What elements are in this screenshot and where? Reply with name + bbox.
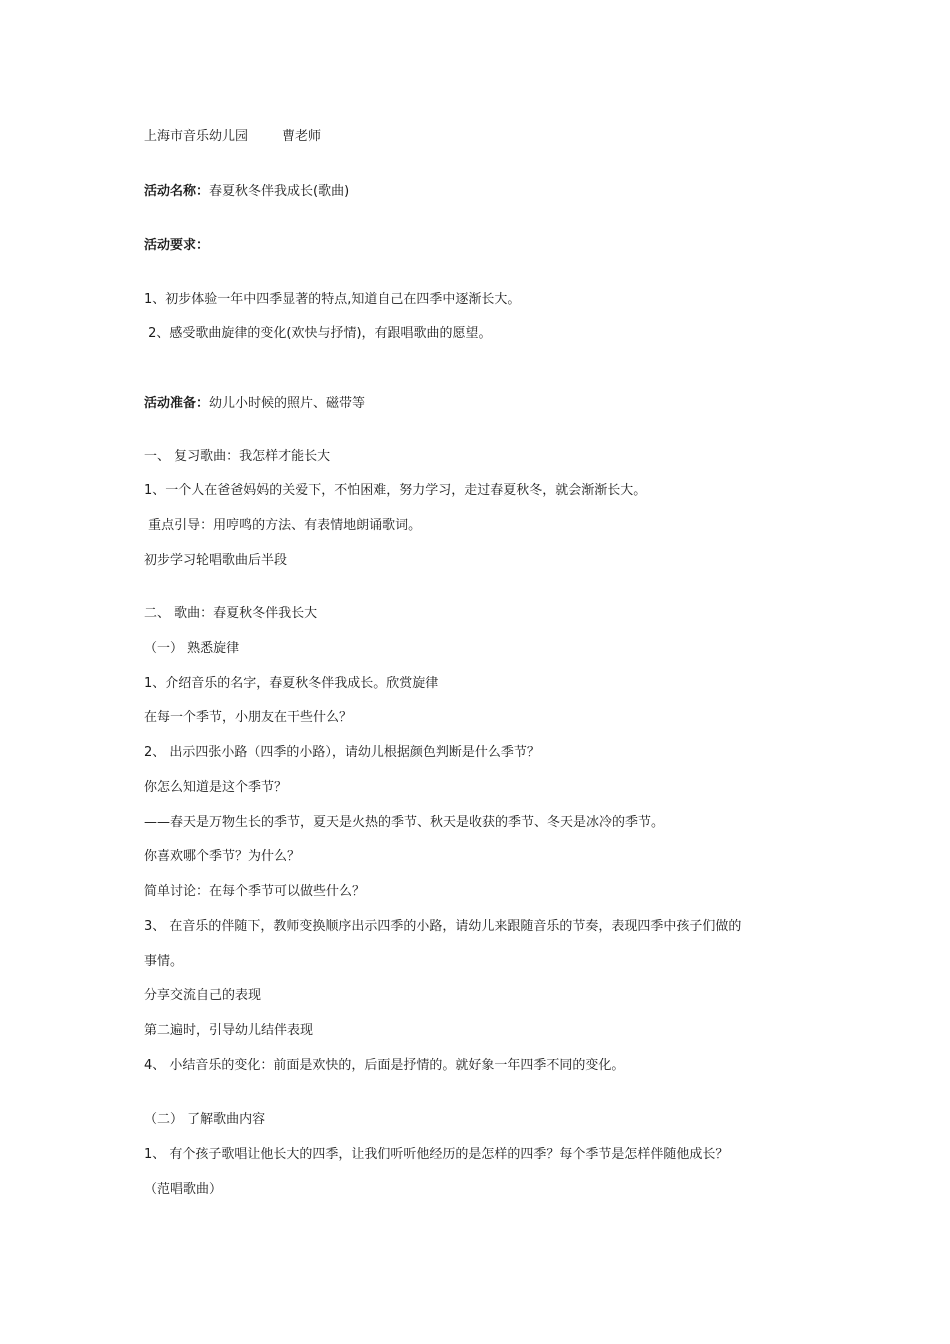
school-name: 上海市音乐幼儿园 (144, 129, 249, 144)
subsection-1-line-5: ——春天是万物生长的季节，夏天是火热的季节、秋天是收获的季节、冬天是冰冷的季节。 (144, 815, 665, 830)
activity-name-label: 活动名称： (144, 184, 210, 199)
section-1-line-3: 初步学习轮唱歌曲后半段 (144, 553, 288, 568)
requirements-label: 活动要求： (144, 238, 210, 253)
section-2-title: 二、 歌曲：春夏秋冬伴我长大 (144, 606, 318, 621)
preparation-line (144, 395, 365, 413)
preparation-label: 活动准备： (144, 396, 210, 411)
activity-name-line (144, 183, 349, 201)
subsection-1-line-3: 2、 出示四张小路（四季的小路），请幼儿根据颜色判断是什么季节？ (144, 745, 540, 760)
subsection-1-line-11: 第二遍时，引导幼儿结伴表现 (144, 1023, 314, 1038)
subsection-1-title: （一） 熟悉旋律 (144, 641, 240, 656)
header-line (144, 128, 321, 146)
subsection-2-line-2: （范唱歌曲） (144, 1182, 223, 1197)
preparation-value: 幼儿小时候的照片、磁带等 (209, 396, 366, 411)
subsection-2-line-1: 1、 有个孩子歌唱让他长大的四季，让我们听听他经历的是怎样的四季？每个季节是怎样伴随他成长？ (144, 1147, 729, 1162)
subsection-1-line-12: 4、 小结音乐的变化：前面是欢快的，后面是抒情的。就好象一年四季不同的变化。 (144, 1058, 625, 1073)
section-1-title: 一、 复习歌曲：我怎样才能长大 (144, 449, 331, 464)
requirement-item-2: 2、感受歌曲旋律的变化(欢快与抒情)，有跟唱歌曲的愿望。 (144, 326, 492, 341)
section-1-line-1: 1、一个人在爸爸妈妈的关爱下，不怕困难，努力学习，走过春夏秋冬，就会渐渐长大。 (144, 483, 647, 498)
subsection-2-title: （二） 了解歌曲内容 (144, 1112, 266, 1127)
subsection-1-line-6: 你喜欢哪个季节？为什么？ (144, 849, 301, 864)
subsection-1-line-8: 3、 在音乐的伴随下，教师变换顺序出示四季的小路，请幼儿来跟随音乐的节奏，表现四季中孩子们做的 (144, 919, 742, 934)
subsection-1-line-10: 分享交流自己的表现 (144, 988, 262, 1003)
subsection-1-line-4: 你怎么知道是这个季节？ (144, 780, 288, 795)
requirement-item-1: 1、初步体验一年中四季显著的特点,知道自己在四季中逐渐长大。 (144, 292, 521, 307)
activity-name-value: 春夏秋冬伴我成长(歌曲) (209, 184, 350, 199)
subsection-1-line-7: 简单讨论：在每个季节可以做些什么？ (144, 884, 366, 899)
teacher-name: 曹老师 (282, 129, 322, 144)
section-1-line-2: 重点引导：用哼鸣的方法、有表情地朗诵歌词。 (144, 518, 422, 533)
subsection-1-line-2: 在每一个季节，小朋友在干些什么？ (144, 710, 353, 725)
subsection-1-line-9: 事情。 (144, 954, 184, 969)
subsection-1-line-1: 1、介绍音乐的名字，春夏秋冬伴我成长。欣赏旋律 (144, 676, 439, 691)
